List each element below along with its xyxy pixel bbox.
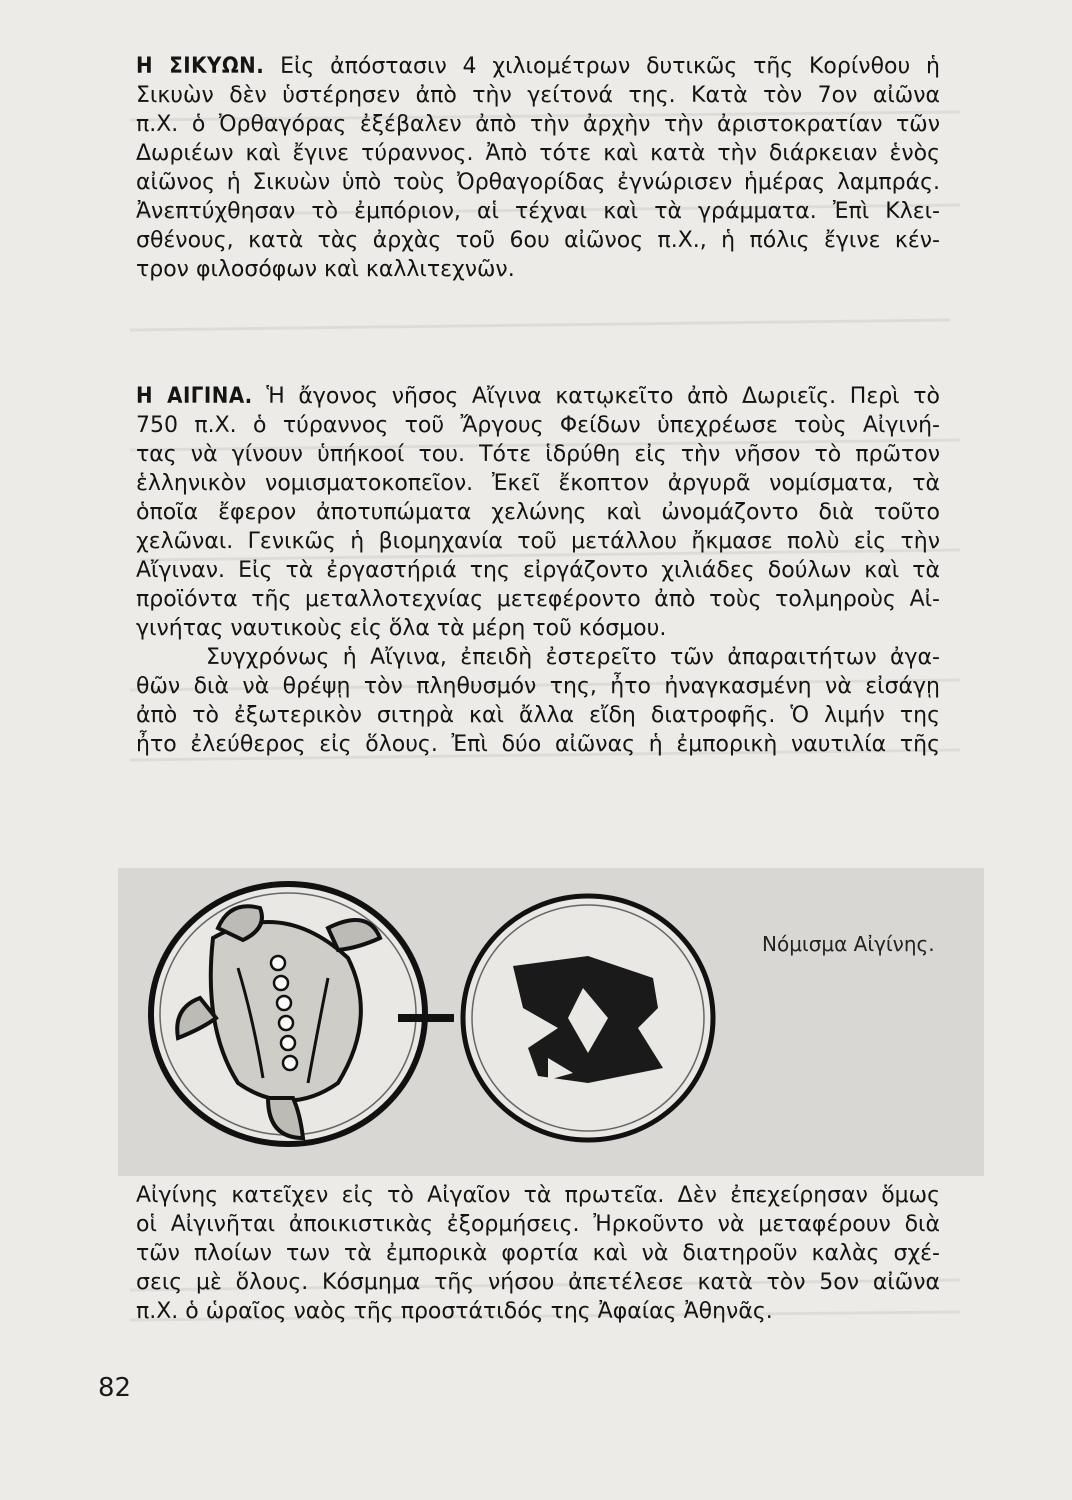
- text-line: Ἀνεπτύχθησαν τὸ ἐμπόριον, αἱ τέχναι καὶ τὰ γράμματα. Ἐπὶ Κλει-: [136, 199, 940, 224]
- section-aigina-continued: [136, 1181, 940, 1326]
- text-line: 750 π.Χ. ὁ τύραννος τοῦ Ἄργους Φείδων ὑπεχρέωσε τοὺς Αἰγινή-: [136, 413, 940, 438]
- text-line: τῶν πλοίων των τὰ ἐμπορικὰ φορτία καὶ νὰ διατηροῦν καλὰς σχέ-: [136, 1241, 940, 1266]
- text-line: Ἡ ἄγονος νῆσος Αἴγινα κατῳκεῖτο ἀπὸ Δωριεῖς. Περὶ τὸ: [266, 384, 940, 409]
- section-heading-aigina: Η ΑΙΓΙΝΑ.: [136, 384, 253, 409]
- text-line: Δωριέων καὶ ἔγινε τύραννος. Ἀπὸ τότε καὶ κατὰ τὴν διάρκειαν ἑνὸς: [136, 141, 940, 166]
- text-line: τας νὰ γίνουν ὑπήκοοί του. Τότε ἱδρύθη εἰς τὴν νῆσον τὸ πρῶτον: [136, 442, 940, 467]
- section-heading-sikyon: Η ΣΙΚΥΩΝ.: [136, 54, 265, 79]
- text-line: Συγχρόνως ἡ Αἴγινα, ἐπειδὴ ἐστερεῖτο τῶν ἀπαραιτήτων ἀγα-: [206, 645, 940, 670]
- text-line: γινήτας ναυτικοὺς εἰς ὅλα τὰ μέρη τοῦ κόσμου.: [136, 616, 667, 641]
- text-line: σεις μὲ ὅλους. Κόσμημα τῆς νήσου ἀπετέλεσε κατὰ τὸν 5ον αἰῶνα: [136, 1270, 940, 1295]
- text-line: σθένους, κατὰ τὰς ἀρχὰς τοῦ 6ου αἰῶνος π.Χ., ἡ πόλις ἔγινε κέν-: [136, 228, 940, 253]
- coin-figure: [118, 868, 984, 1176]
- coin-obverse-turtle: [151, 884, 425, 1144]
- figure-caption: Νόμισμα Αἰγίνης.: [762, 932, 935, 956]
- text-line: θῶν διὰ νὰ θρέψῃ τὸν πληθυσμόν της, ἦτο ἠναγκασμένη νὰ εἰσάγῃ: [136, 674, 940, 699]
- text-line: χελῶναι. Γενικῶς ἡ βιομηχανία τοῦ μετάλλου ἤκμασε πολὺ εἰς τὴν: [136, 529, 940, 554]
- text-line: Αἴγιναν. Εἰς τὰ ἐργαστήριά της εἰργάζοντο χιλιάδες δούλων καὶ τὰ: [136, 558, 940, 583]
- page-number: 82: [98, 1373, 132, 1403]
- text-line: οἱ Αἰγινῆται ἀποικιστικὰς ἐξορμήσεις. Ἠρκοῦντο νὰ μεταφέρουν διὰ: [136, 1212, 940, 1237]
- text-line: Σικυὼν δὲν ὑστέρησεν ἀπὸ τὴν γείτονά της. Κατὰ τὸν 7ον αἰῶνα: [136, 83, 940, 108]
- coin-illustration: [118, 868, 984, 1176]
- text-line: τρον φιλοσόφων καὶ καλλιτεχνῶν.: [136, 257, 515, 282]
- text-line: ἦτο ἐλεύθερος εἰς ὅλους. Ἐπὶ δύο αἰῶνας ἡ ἐμπορικὴ ναυτιλία τῆς: [136, 732, 940, 757]
- text-line: Αἰγίνης κατεῖχεν εἰς τὸ Αἰγαῖον τὰ πρωτεῖα. Δὲν ἐπεχείρησαν ὅμως: [136, 1183, 940, 1208]
- section-sikyon: [136, 52, 940, 284]
- figure-dash: [398, 1014, 454, 1022]
- text-line: π.Χ. ὁ ὡραῖος ναὸς τῆς προστάτιδός της Ἀφαίας Ἀθηνᾶς.: [136, 1299, 773, 1324]
- text-line: προϊόντα τῆς μεταλλοτεχνίας μετεφέροντο ἀπὸ τοὺς τολμηροὺς Αἰ-: [136, 587, 940, 612]
- text-line: π.Χ. ὁ Ὀρθαγόρας ἐξέβαλεν ἀπὸ τὴν ἀρχὴν τὴν ἀριστοκρατίαν τῶν: [136, 112, 940, 137]
- text-line: ὁποῖα ἔφερον ἀποτυπώματα χελώνης καὶ ὠνομάζοντο διὰ τοῦτο: [136, 500, 940, 525]
- section-aigina: [136, 382, 940, 759]
- text-line: Εἰς ἀπόστασιν 4 χιλιομέτρων δυτικῶς τῆς Κορίνθου ἡ: [280, 54, 940, 79]
- coin-reverse-incuse: [463, 896, 713, 1140]
- text-line: ἀπὸ τὸ ἐξωτερικὸν σιτηρὰ καὶ ἄλλα εἴδη διατροφῆς. Ὁ λιμήν της: [136, 703, 940, 728]
- text-line: ἑλληνικὸν νομισματοκοπεῖον. Ἐκεῖ ἔκοπτον ἀργυρᾶ νομίσματα, τὰ: [136, 471, 940, 496]
- text-line: αἰῶνος ἡ Σικυὼν ὑπὸ τοὺς Ὀρθαγορίδας ἐγνώρισεν ἡμέρας λαμπράς.: [136, 170, 940, 195]
